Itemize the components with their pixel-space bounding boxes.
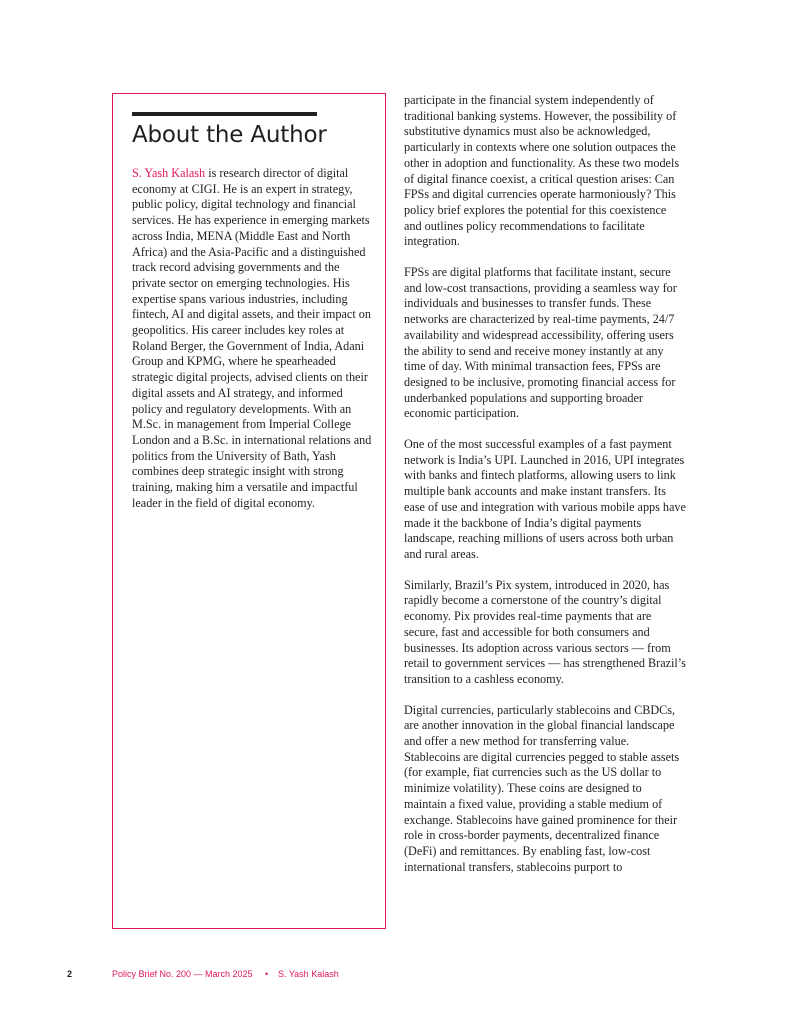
paragraph-3: One of the most successful examples of a fast payment network is India’s UPI. Launched in 2016, UPI integrates with banks and fintech platforms, allowing users to link multiple bank accounts and make instant transfers. Its ease of use and integration with various mobile apps have made it the backbone of India’s digital payments landscape, reaching millions of users across both urban and rural areas. <box>404 437 686 561</box>
heading-rule <box>132 112 317 116</box>
main-text-column <box>404 93 686 875</box>
paragraph-1: participate in the financial system independently of traditional banking systems. However, the possibility of substitutive dynamics must also be acknowledged, particularly in contexts where one solution outpaces the other in adoption and functionality. As these two models of digital finance coexist, a critical question arises: Can FPSs and digital currencies operate harmoniously? This policy brief explores the potential for this coexistence and outlines policy recommendations to facilitate integration. <box>404 93 680 249</box>
page-footer <box>0 969 791 983</box>
author-bio <box>132 166 372 511</box>
paragraph-4: Similarly, Brazil’s Pix system, introduced in 2020, has rapidly become a cornerstone of the country’s digital economy. Pix provides real-time payments that are secure, fast and accessible for both consumers and businesses. Its adoption across various sectors — from retail to government services — has strengthened Brazil’s transition to a cashless economy. <box>404 577 686 686</box>
page-number: 2 <box>67 969 73 979</box>
author-bio-text: is research director of digital economy at CIGI. He is an expert in strategy, public policy, digital technology and financial services. He has experience in emerging markets across India, MENA (Middle East and North Africa) and the Asia-Pacific and a distinguished track record advising governments and the private sector on emerging technologies. His expertise spans various industries, including fintech, AI and digital assets, and their impact on geopolitics. His career includes key roles at Roland Berger, the Government of India, Adani Group and KPMG, where he spearheaded strategic digital projects, advised clients on their digital assets and AI strategy, and informed policy and regulatory developments. With an M.Sc. in management from Imperial College London and a B.Sc. in international relations and politics from the University of Bath, Yash combines deep strategic insight with strong training, making him a versatile and impactful leader in the field of digital economy. <box>132 166 372 510</box>
footer-author: S. Yash Kalash <box>278 969 339 979</box>
paragraph-2: FPSs are digital platforms that facilitate instant, secure and low-cost transactions, providing a seamless way for individuals and businesses to transfer funds. These networks are characterized by real-time payments, 24/7 availability and widespread accessibility, offering users the ability to send and receive money instantly at any time of day. With minimal transaction fees, FPSs are designed to be inclusive, promoting financial access for underbanked populations and supporting broader economic participation. <box>404 265 677 421</box>
author-name: S. Yash Kalash <box>132 166 206 180</box>
footer-bullet: • <box>265 969 269 979</box>
about-author-heading: About the Author <box>132 122 327 148</box>
footer-brief-title: Policy Brief No. 200 — March 2025 <box>112 969 253 979</box>
about-author-box <box>112 93 386 929</box>
paragraph-5: Digital currencies, particularly stablecoins and CBDCs, are another innovation in the global financial landscape and offer a new method for transferring value. Stablecoins are digital currencies pegged to stable assets (for example, fiat currencies such as the US dollar to minimize volatility). These coins are designed to maintain a fixed value, providing a stable medium of exchange. Stablecoins have gained prominence for their role in cross-border payments, decentralized finance (DeFi) and remittances. By enabling fast, low-cost international transfers, stablecoins purport to <box>404 702 680 874</box>
